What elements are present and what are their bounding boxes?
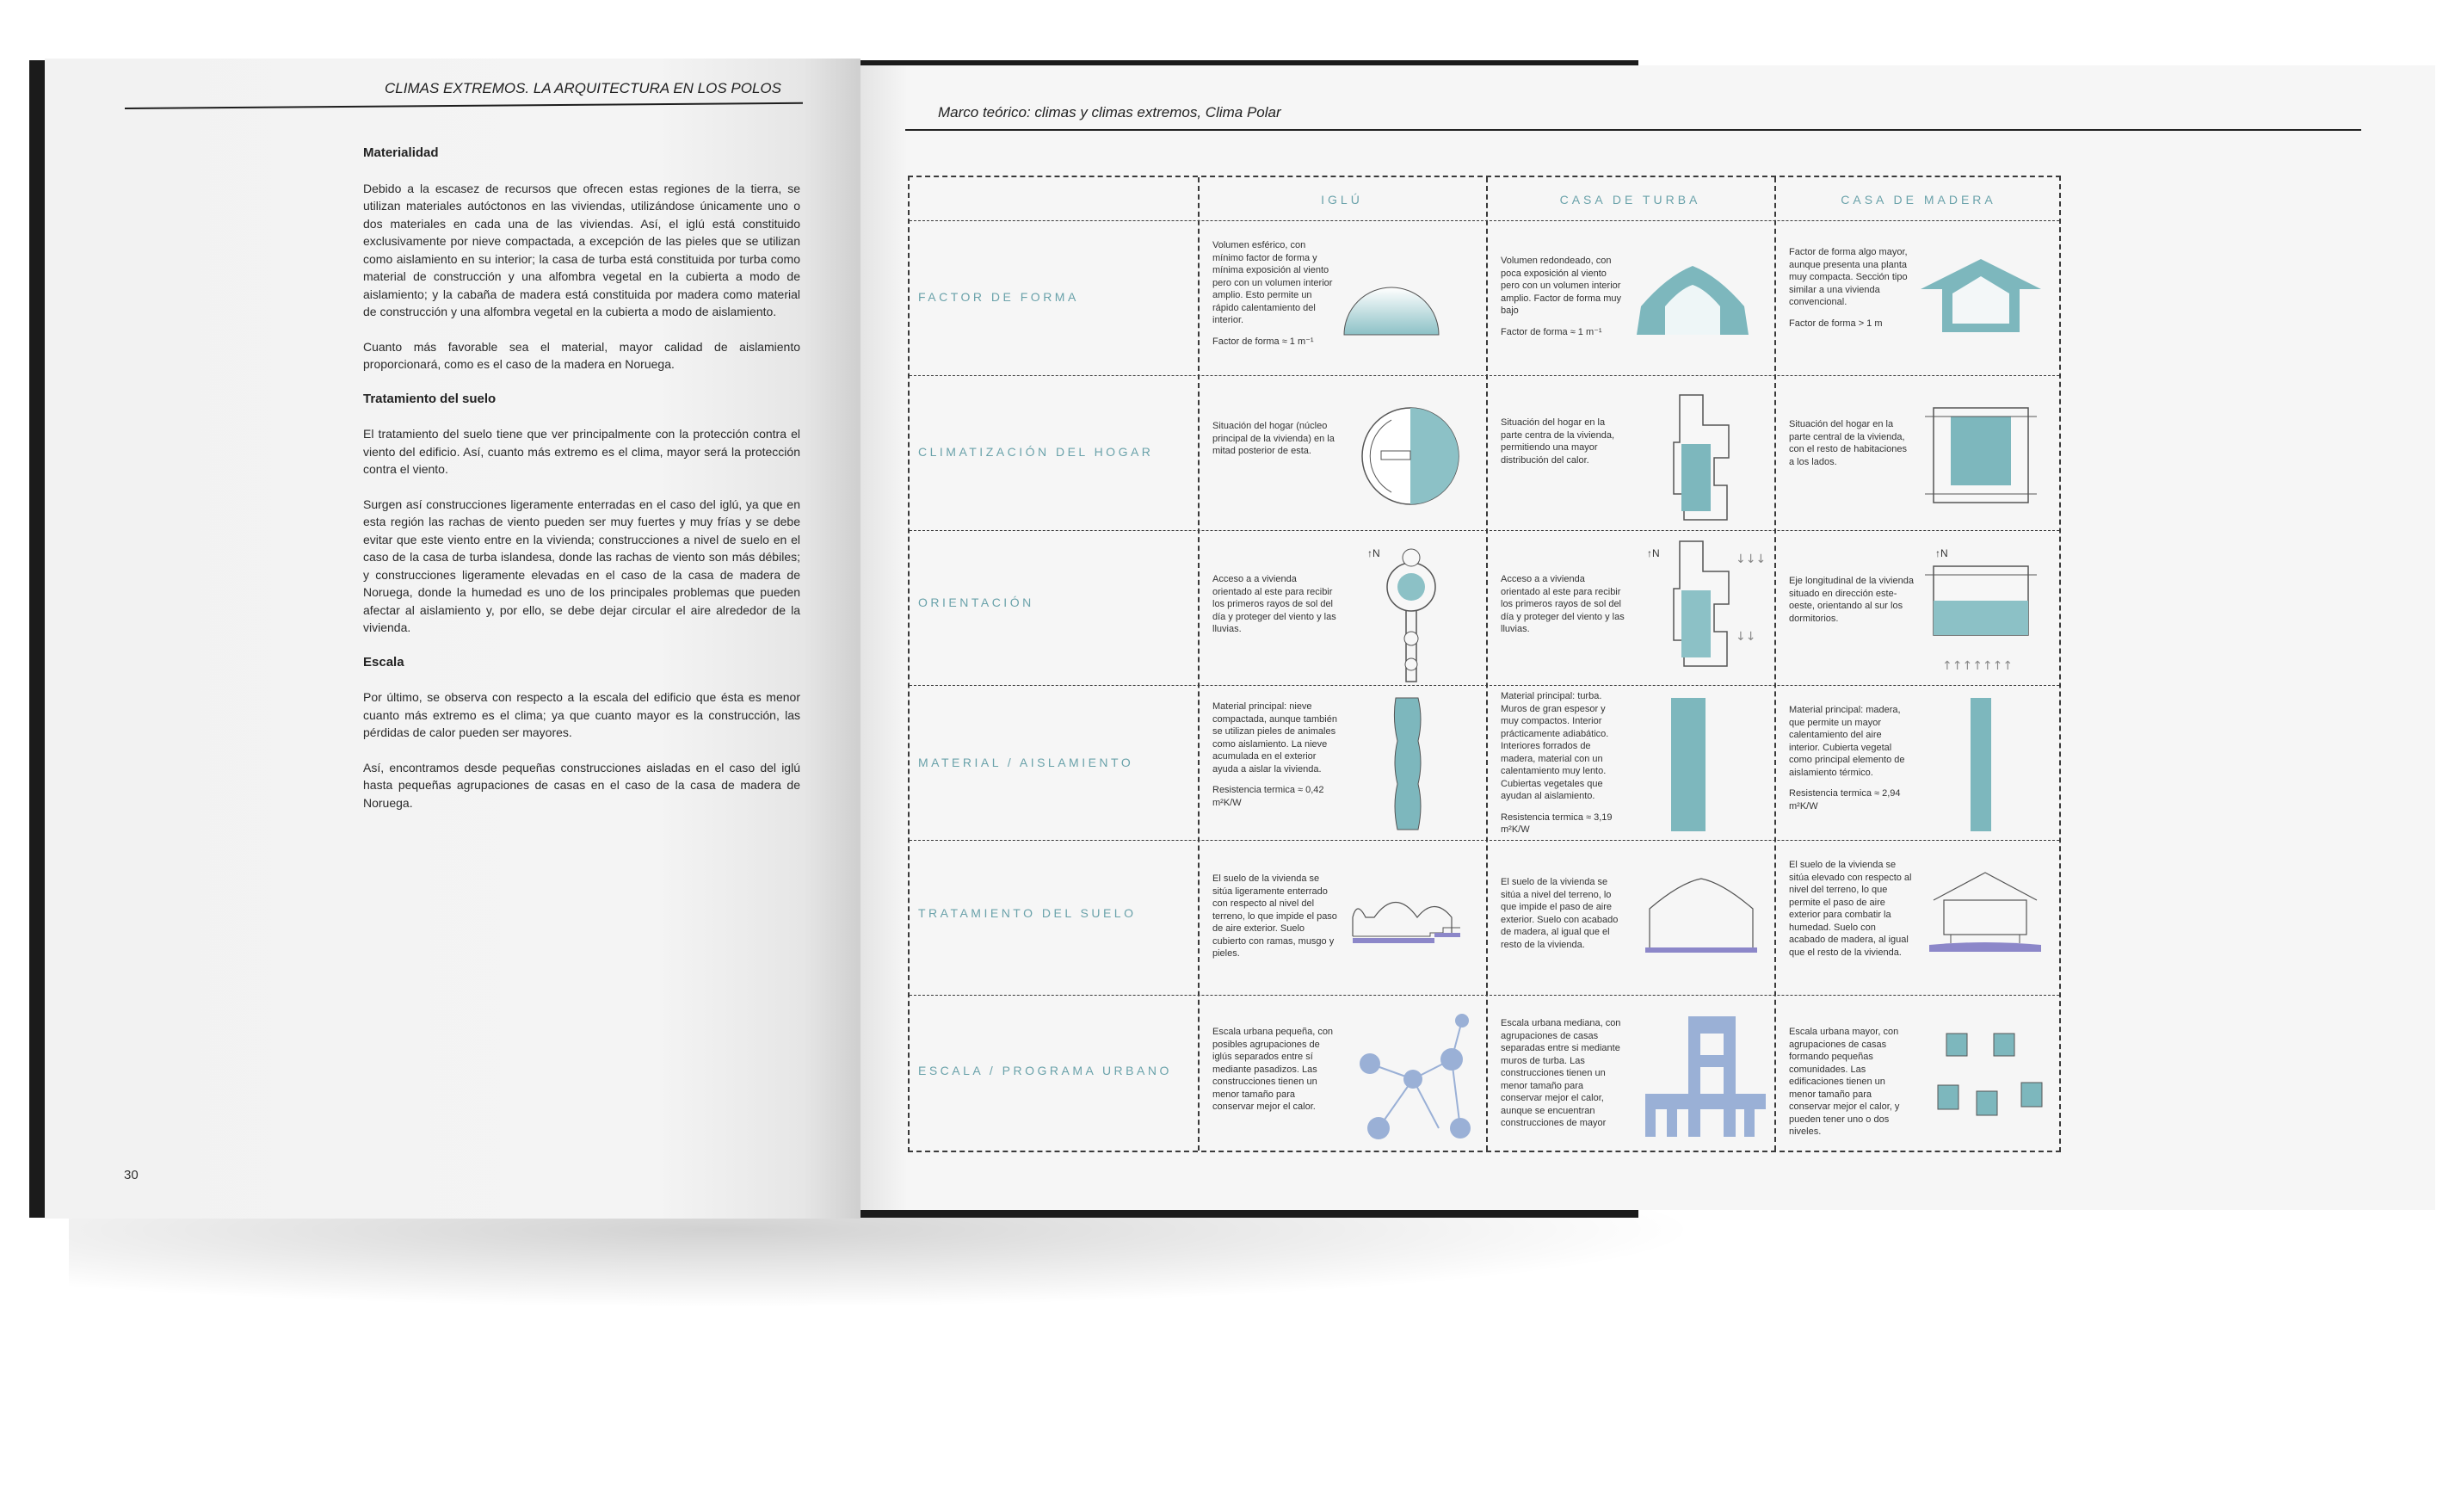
section-heading: Tratamiento del suelo <box>363 391 497 406</box>
paragraph: Por último, se observa con respecto a la escala del edificio que ésta es menor cuanto más extremo es el clima; ya que cuanto mayor es la construcción, las pérdidas de calor pueden ser mayores. <box>363 690 800 739</box>
column-header-iglu: IGLÚ <box>1321 193 1363 207</box>
cell-description: Situación del hogar en la parte centra de la vivienda, permitiendo una mayor distribución del calor. <box>1501 417 1615 466</box>
column-divider <box>1198 177 1200 1151</box>
cell-text <box>1789 1026 1914 1139</box>
paragraph: El tratamiento del suelo tiene que ver principalmente con la protección contra el viento del edificio. Así, cuanto más extremo es el clima, mayor será la protección contra el viento. <box>363 427 800 476</box>
section-heading: Escala <box>363 654 404 670</box>
wood-wall-section-diagram <box>1964 694 1998 836</box>
paragraph: Así, encontramos desde pequeñas construcciones aisladas en el caso del iglú hasta pequeñas agrupaciones de casas en el caso de la casa de madera de Noruega. <box>363 760 800 810</box>
page-number: 30 <box>124 1168 139 1182</box>
cell-description: Factor de forma algo mayor, aunque presenta una planta muy compacta. Sección tipo similar a una vivienda convencional. <box>1789 247 1908 307</box>
wood-house-section-diagram <box>1916 255 2045 341</box>
igloo-hearth-plan-diagram <box>1357 403 1465 510</box>
cell-description: Acceso a a vivienda orientado al este para recibir los primeros rayos de sol del día y proteger del viento y las lluvias. <box>1501 574 1625 634</box>
cell-description: Situación del hogar en la parte central de la vivienda, con el resto de habitaciones a los lados. <box>1789 419 1907 467</box>
cell-value: Factor de forma ≈ 1 m⁻¹ <box>1501 326 1602 337</box>
cell-text <box>1212 239 1337 348</box>
row-divider <box>910 840 2059 841</box>
cell-description: El suelo de la vivienda se sitúa elevado con respecto al nivel del terreno, lo que permite el paso de aire exterior para combatir la humedad. Suelo con acabado de madera, al igual que el resto de la vivienda. <box>1789 860 1912 958</box>
turf-wall-section-diagram <box>1667 694 1710 836</box>
cell-text <box>1212 1026 1337 1114</box>
cell-text <box>1789 859 1914 959</box>
cell-text <box>1501 690 1625 836</box>
cell-text <box>1789 704 1914 812</box>
wood-house-hearth-plan-diagram <box>1925 399 2037 511</box>
cell-description: Volumen redondeado, con poca exposición al viento pero con un volumen interior amplio. Factor de forma muy bajo <box>1501 256 1621 316</box>
wood-floor-section-diagram <box>1925 866 2045 960</box>
paragraph: Debido a la escasez de recursos que ofrecen estas regiones de la tierra, se utilizan materiales autóctonos en las viviendas, utilizándose únicamente uno o dos materiales en cada una de las viviendas. Así, el iglú está constituido exclusivamente por nieve compactada, a excepción de las pieles que se utilizan como aislamiento en su interior; la casa de turba está constituida por turba como material de construcción y una alfombra vegetal en la cubierta a modo de aislamiento; y la cabaña de madera está constituida por madera como material de construcción y una alfombra vegetal en la cubierta a modo de aislamiento. <box>363 181 800 318</box>
cell-description: Situación del hogar (núcleo principal de la vivienda) en la mitad posterior de esta. <box>1212 421 1335 456</box>
cell-text <box>1501 255 1625 338</box>
comparison-table <box>908 176 2061 1152</box>
cell-description: Material principal: madera, que permite un mayor calentamiento del aire interior. Cubierta vegetal como principal elemento de aislamiento térmico. <box>1789 705 1905 778</box>
cell-description: Escala urbana mayor, con agrupaciones de casas formando pequeñas comunidades. Las edificaciones tienen un menor tamaño para conservar mejor el calor, y pueden tener uno o dos niveles. <box>1789 1027 1900 1137</box>
cell-text <box>1789 418 1914 468</box>
cell-description: Escala urbana mediana, con agrupaciones de casas separadas entre si mediante muros de turba. Las construcciones tienen un menor tamaño para conservar mejor el calor, aunque se encuentran construcciones de mayor <box>1501 1018 1621 1128</box>
row-label-orientacion: ORIENTACIÓN <box>918 596 1034 609</box>
cell-text <box>1501 1017 1625 1130</box>
running-head-left: CLIMAS EXTREMOS. LA ARQUITECTURA EN LOS POLOS <box>385 80 781 96</box>
cell-text <box>1501 573 1625 636</box>
left-page-body <box>363 145 800 829</box>
cell-description: El suelo de la vivienda se sitúa a nivel del terreno, lo que impide el paso de aire exterior. Suelo con acabado de madera, al igual que el resto de la vivienda. <box>1501 877 1619 950</box>
row-label-climatizacion: CLIMATIZACIÓN DEL HOGAR <box>918 445 1154 459</box>
paragraph: Surgen así construcciones ligeramente enterradas en el caso del iglú, ya que en esta región las rachas de viento pueden ser muy fuertes y muy frías y se debe evitar que este viento entre en la vivienda; construcciones a nivel de suelo en el caso de la casa de turba islandesa, donde las rachas de viento son más débiles; y construcciones ligeramente elevadas en el caso de la casa de madera de Noruega, donde la humedad es uno de los principales problemas que pueden afectar al aislamiento y, por ello, se debe dejar circular el aire alrededor de la vivienda. <box>363 497 800 634</box>
row-label-factor-forma: FACTOR DE FORMA <box>918 290 1079 304</box>
north-arrow-icon: ↑N <box>1367 547 1380 559</box>
cell-text <box>1789 246 1914 330</box>
section-heading: Materialidad <box>363 145 439 160</box>
header-rule-right <box>905 129 2361 131</box>
igloo-section-diagram <box>1340 259 1447 341</box>
turf-cluster-diagram <box>1641 1012 1770 1145</box>
row-divider <box>910 685 2059 686</box>
paragraph: Cuanto más favorable sea el material, mayor calidad de aislamiento proporcionará, como es el caso de la madera en Noruega. <box>363 339 800 371</box>
svg-text:↓↓↓: ↓↓↓ <box>1736 552 1767 566</box>
row-label-suelo: TRATAMIENTO DEL SUELO <box>918 906 1137 920</box>
running-head-right: Marco teórico: climas y climas extremos, Clima Polar <box>938 104 1281 120</box>
cell-text <box>1789 575 1914 625</box>
cell-value: Resistencia termica ≈ 2,94 m²K/W <box>1789 788 1901 812</box>
cell-description: Escala urbana pequeña, con posibles agrupaciones de iglús separados entre sí mediante pasadizos. Las construcciones tienen un menor tamaño para conservar mejor el calor. <box>1212 1027 1334 1112</box>
column-divider <box>1774 177 1776 1151</box>
cell-description: Material principal: nieve compactada, aunque también se utilizan pieles de animales como aislamiento. La nieve acumulada en el exterior ayuda a aislar la vivienda. <box>1212 701 1337 775</box>
turf-house-orientation-diagram <box>1667 537 1767 683</box>
cell-description: Eje longitudinal de la vivienda situado en dirección este-oeste, orientando al sur los dormitorios. <box>1789 576 1914 624</box>
cell-text <box>1212 873 1337 960</box>
cell-text <box>1501 876 1625 951</box>
wood-cluster-diagram <box>1934 1029 2050 1137</box>
row-divider <box>910 995 2059 996</box>
turf-house-section-diagram <box>1632 259 1753 341</box>
wood-house-orientation-diagram <box>1925 549 2037 678</box>
cell-text <box>1212 420 1337 458</box>
igloo-wall-section-diagram <box>1387 694 1430 836</box>
row-label-material: MATERIAL / AISLAMIENTO <box>918 756 1134 769</box>
turf-house-hearth-plan-diagram <box>1667 391 1736 528</box>
igloo-cluster-diagram <box>1348 1012 1477 1141</box>
cell-text <box>1212 573 1337 636</box>
cell-value: Factor de forma > 1 m <box>1789 318 1883 329</box>
column-header-turba: CASA DE TURBA <box>1559 193 1701 207</box>
row-divider <box>910 220 2059 221</box>
row-divider <box>910 530 2059 531</box>
svg-text:↓↓: ↓↓ <box>1736 630 1756 644</box>
cell-text <box>1501 417 1625 466</box>
row-divider <box>910 375 2059 376</box>
column-header-madera: CASA DE MADERA <box>1841 193 1996 207</box>
cell-value: Resistencia termica ≈ 0,42 m²K/W <box>1212 785 1324 808</box>
north-arrow-icon: ↑N <box>1935 547 1948 559</box>
column-divider <box>1486 177 1488 1151</box>
turf-floor-section-diagram <box>1641 874 1761 956</box>
cell-text <box>1212 700 1337 809</box>
cell-description: Volumen esférico, con mínimo factor de forma y mínima exposición al viento pero con un volumen interior amplio. Esto permite un rápido calentamiento del interior. <box>1212 240 1333 325</box>
cell-description: Material principal: turba. Muros de gran espesor y muy compactos. Interior prácticamente adiabático. Interiores forrados de madera, material con un calentamiento muy lento. Cubiertas vegetales que ayudan al aislamiento. <box>1501 691 1609 801</box>
igloo-orientation-diagram <box>1379 535 1447 690</box>
north-arrow-icon: ↑N <box>1647 547 1660 559</box>
cell-value: Factor de forma ≈ 1 m⁻¹ <box>1212 336 1314 347</box>
igloo-floor-section-diagram <box>1348 883 1465 956</box>
row-label-escala: ESCALA / PROGRAMA URBANO <box>918 1064 1172 1077</box>
cell-value: Resistencia termica ≈ 3,19 m²K/W <box>1501 812 1613 835</box>
cell-description: Acceso a a vivienda orientado al este para recibir los primeros rayos de sol del día y proteger del viento y las lluvias. <box>1212 574 1336 634</box>
svg-text:↑↑↑↑↑↑↑: ↑↑↑↑↑↑↑ <box>1942 659 2014 673</box>
cell-description: El suelo de la vivienda se sitúa ligeramente enterrado con respecto al nivel del terreno, lo que impide el paso de aire exterior. Suelo cubierto con ramas, musgo y pieles. <box>1212 873 1337 959</box>
